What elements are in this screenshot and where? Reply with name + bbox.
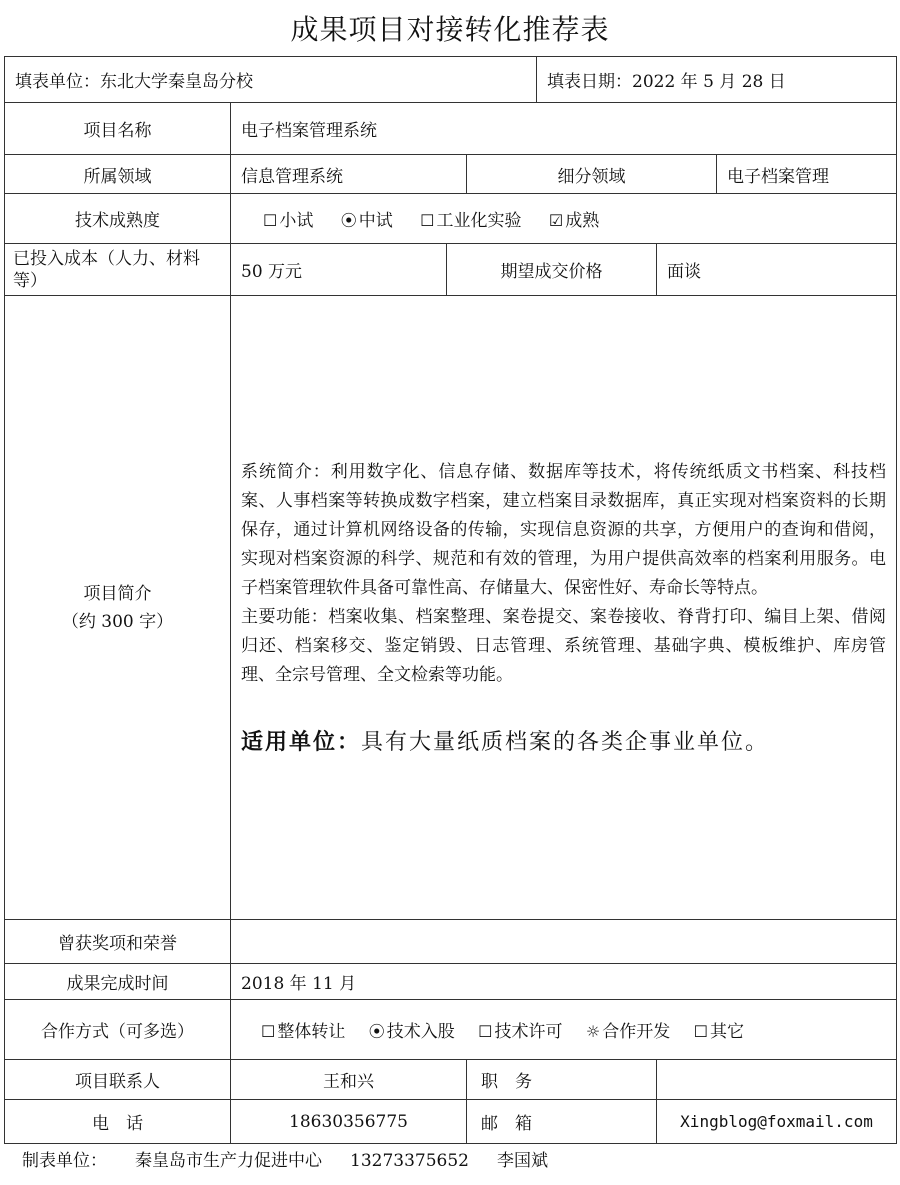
intro-label-cell (5, 296, 231, 920)
option-label: 中试 (358, 211, 393, 231)
email-value[interactable]: Xingblog@foxmail.com (657, 1100, 897, 1144)
cooperation-label: 合作方式（可多选） (5, 1000, 231, 1060)
footer-label: 制表单位： (22, 1151, 107, 1171)
option-label: 工业化实验 (436, 211, 522, 231)
maturity-option-small-test[interactable] (263, 206, 313, 231)
contact-label: 项目联系人 (5, 1060, 231, 1100)
price-label: 期望成交价格 (447, 244, 657, 296)
option-label: 合作开发 (602, 1022, 671, 1042)
maturity-row (5, 194, 897, 244)
intro-summary: 系统简介：利用数字化、信息存储、数据库等技术，将传统纸质文书档案、科技档案、人事档案等转换成数字档案，建立档案目录数据库，真正实现对档案资料的长期保存，通过计算机网络设备的传输，实现信息资源的共享，方便用户的查询和借阅，实现对档案资源的科学、规范和有效的管理，为用户提供高效率的档案利用服务。电子档案管理软件具备可靠性高、存储量大、保密性好、寿命长等特点。 (241, 462, 886, 598)
footer-person: 李国斌 (496, 1151, 548, 1171)
contact-row (5, 1060, 897, 1100)
recommendation-form (4, 56, 897, 1144)
contact-value: 王和兴 (231, 1060, 467, 1100)
cost-value: 50 万元 (231, 244, 447, 296)
coop-option-joint-development[interactable] (586, 1017, 670, 1042)
completion-label: 成果完成时间 (5, 964, 231, 1000)
footer (22, 1146, 576, 1171)
phone-label: 电 话 (5, 1100, 231, 1144)
fill-date-value: 2022 年 5 月 28 日 (632, 72, 786, 92)
footer-phone: 13273375652 (350, 1151, 469, 1171)
fill-date-label: 填表日期： (547, 72, 632, 92)
phone-row (5, 1100, 897, 1144)
sun-mark-icon: ☼ (585, 1022, 601, 1041)
intro-label-sub: （约 300 字） (61, 611, 174, 632)
checkbox-empty-icon: ☐ (420, 211, 435, 230)
completion-row (5, 964, 897, 1000)
checkbox-empty-icon: ☐ (261, 1022, 276, 1041)
fill-unit-cell (5, 57, 537, 103)
price-value: 面谈 (657, 244, 897, 296)
position-label: 职 务 (467, 1060, 657, 1100)
applicable-label: 适用单位： (241, 729, 362, 755)
option-label: 其它 (710, 1022, 745, 1042)
fill-unit-label: 填表单位： (15, 72, 100, 92)
option-label: 整体转让 (277, 1022, 346, 1042)
awards-value (231, 920, 897, 964)
applicable-value: 具有大量纸质档案的各类企事业单位。 (361, 730, 770, 755)
checkbox-empty-icon: ☐ (478, 1022, 493, 1041)
position-value (657, 1060, 897, 1100)
option-label: 技术许可 (494, 1022, 563, 1042)
option-label: 技术入股 (386, 1022, 455, 1042)
cooperation-row (5, 1000, 897, 1060)
fill-unit-value: 东北大学秦皇岛分校 (100, 72, 253, 92)
intro-label: 项目简介 (83, 583, 152, 604)
field-row (5, 155, 897, 194)
maturity-label: 技术成熟度 (5, 194, 231, 244)
checkbox-checked-icon: ☑ (548, 211, 564, 230)
option-label: 成熟 (565, 211, 600, 231)
radio-selected-icon: ⦿ (340, 211, 357, 230)
awards-label: 曾获奖项和荣誉 (5, 920, 231, 964)
footer-org: 秦皇岛市生产力促进中心 (135, 1151, 322, 1171)
project-name-label: 项目名称 (5, 103, 231, 155)
coop-option-tech-license[interactable] (478, 1017, 562, 1042)
project-name-value: 电子档案管理系统 (231, 103, 897, 155)
intro-applicable (241, 728, 886, 757)
checkbox-empty-icon: ☐ (693, 1022, 709, 1041)
header-row (5, 57, 897, 103)
coop-option-other[interactable] (694, 1017, 744, 1042)
subfield-value: 电子档案管理 (717, 155, 897, 194)
cost-row (5, 244, 897, 296)
fill-date-cell (537, 57, 897, 103)
intro-content (231, 296, 897, 920)
awards-row (5, 920, 897, 964)
checkbox-empty-icon: ☐ (263, 211, 278, 230)
field-label: 所属领域 (5, 155, 231, 194)
maturity-option-mature[interactable] (549, 206, 599, 231)
coop-option-tech-equity[interactable] (369, 1017, 455, 1042)
intro-functions: 主要功能：档案收集、档案整理、案卷提交、案卷接收、脊背打印、编目上架、借阅归还、档案移交、鉴定销毁、日志管理、系统管理、基础字典、模板维护、库房管理、全宗号管理、全文检索等功能。 (241, 607, 886, 685)
subfield-label: 细分领域 (467, 155, 717, 194)
phone-value: 18630356775 (231, 1100, 467, 1144)
maturity-options (231, 194, 897, 244)
coop-option-full-transfer[interactable] (261, 1017, 345, 1042)
cooperation-options (231, 1000, 897, 1060)
cost-label: 已投入成本（人力、材料等） (5, 244, 231, 296)
maturity-option-pilot-test[interactable] (341, 206, 393, 231)
maturity-option-industrial-experiment[interactable] (420, 206, 521, 231)
intro-row (5, 296, 897, 920)
page-title: 成果项目对接转化推荐表 (290, 13, 610, 46)
email-label: 邮 箱 (467, 1100, 657, 1144)
field-value: 信息管理系统 (231, 155, 467, 194)
project-name-row (5, 103, 897, 155)
radio-selected-icon: ⦿ (368, 1022, 385, 1041)
option-label: 小试 (279, 211, 314, 231)
completion-value: 2018 年 11 月 (231, 964, 897, 1000)
